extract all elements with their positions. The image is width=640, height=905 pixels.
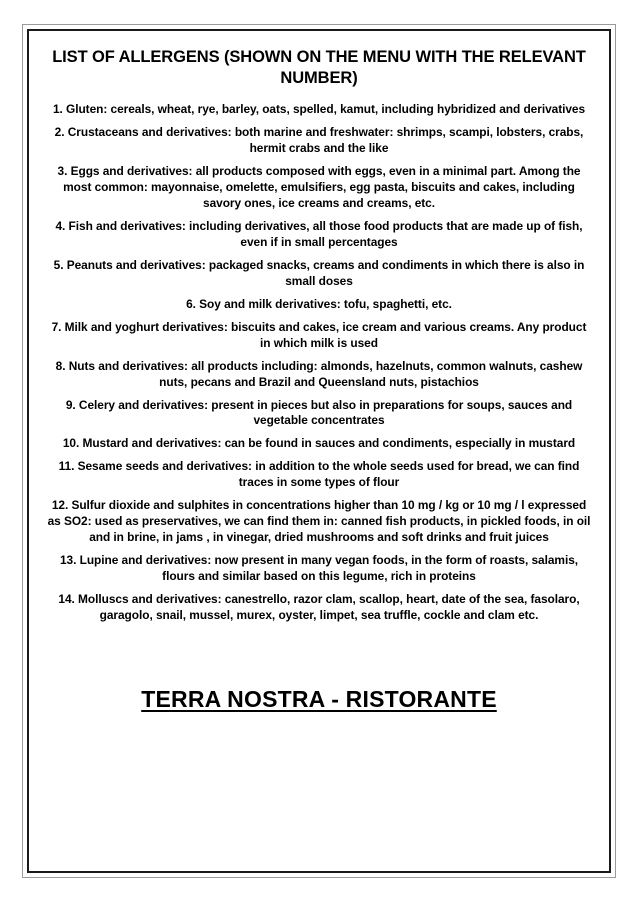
footer-spacer: [43, 624, 595, 682]
page-border-inner: [27, 29, 611, 873]
page-border-outer: [22, 24, 616, 878]
page-title: LIST OF ALLERGENS (SHOWN ON THE MENU WITH THE RELEVANT NUMBER): [52, 48, 586, 88]
allergen-item-4: 4. Fish and derivatives: including derivatives, all those food products that are made up of fish, even if in small percentages: [55, 218, 583, 249]
allergen-item-13: 13. Lupine and derivatives: now present in many vegan foods, in the form of roasts, salamis, flours and similar based on this legume, rich in proteins: [59, 553, 579, 584]
allergen-item-7: 7. Milk and yoghurt derivatives: biscuits and cakes, ice cream and various creams. Any product in which milk is used: [51, 319, 587, 350]
allergen-item-1: 1. Gluten: cereals, wheat, rye, barley, oats, spelled, kamut, including hybridized and derivatives: [52, 102, 586, 117]
document-footer: [43, 686, 595, 714]
allergen-list: [43, 95, 595, 624]
allergen-item-12: 12. Sulfur dioxide and sulphites in concentrations higher than 10 mg / kg or 10 mg / l expressed as SO2: used as preservatives, we can find them in: canned fish products, in pickled foods, in oil and in brine, in jams , in vinegar, dried mushrooms and soft drinks and fruit juices: [47, 498, 591, 545]
allergen-item-5: 5. Peanuts and derivatives: packaged snacks, creams and condiments in which there is also in small doses: [53, 257, 585, 288]
allergen-item-6: 6. Soy and milk derivatives: tofu, spaghetti, etc.: [186, 296, 452, 311]
restaurant-name: TERRA NOSTRA - RISTORANTE: [141, 685, 497, 712]
allergen-item-2: 2. Crustaceans and derivatives: both marine and freshwater: shrimps, scampi, lobsters, crabs, hermit crabs and the like: [54, 125, 584, 156]
allergen-item-8: 8. Nuts and derivatives: all products including: almonds, hazelnuts, common walnuts, cashew nuts, pecans and Brazil and Queensland nuts, pistachios: [55, 358, 583, 389]
allergen-item-11: 11. Sesame seeds and derivatives: in addition to the whole seeds used for bread, we can find traces in some types of flour: [58, 459, 580, 490]
allergen-item-10: 10. Mustard and derivatives: can be found in sauces and condiments, especially in mustard: [62, 436, 576, 451]
document-content: [29, 31, 609, 871]
allergen-item-14: 14. Molluscs and derivatives: canestrello, razor clam, scallop, heart, date of the sea, fasolaro, garagolo, snail, mussel, murex, oyster, limpet, sea truffle, cockle and clam etc.: [58, 592, 580, 622]
allergen-item-9: 9. Celery and derivatives: present in pieces but also in preparations for soups, sauces and vegetable concentrates: [65, 397, 573, 428]
allergen-item-3: 3. Eggs and derivatives: all products composed with eggs, even in a minimal part. Among the most common: mayonnaise, omelette, emulsifiers, egg pasta, biscuits and cakes, including savory ones, ice creams and creams, etc.: [57, 164, 581, 210]
